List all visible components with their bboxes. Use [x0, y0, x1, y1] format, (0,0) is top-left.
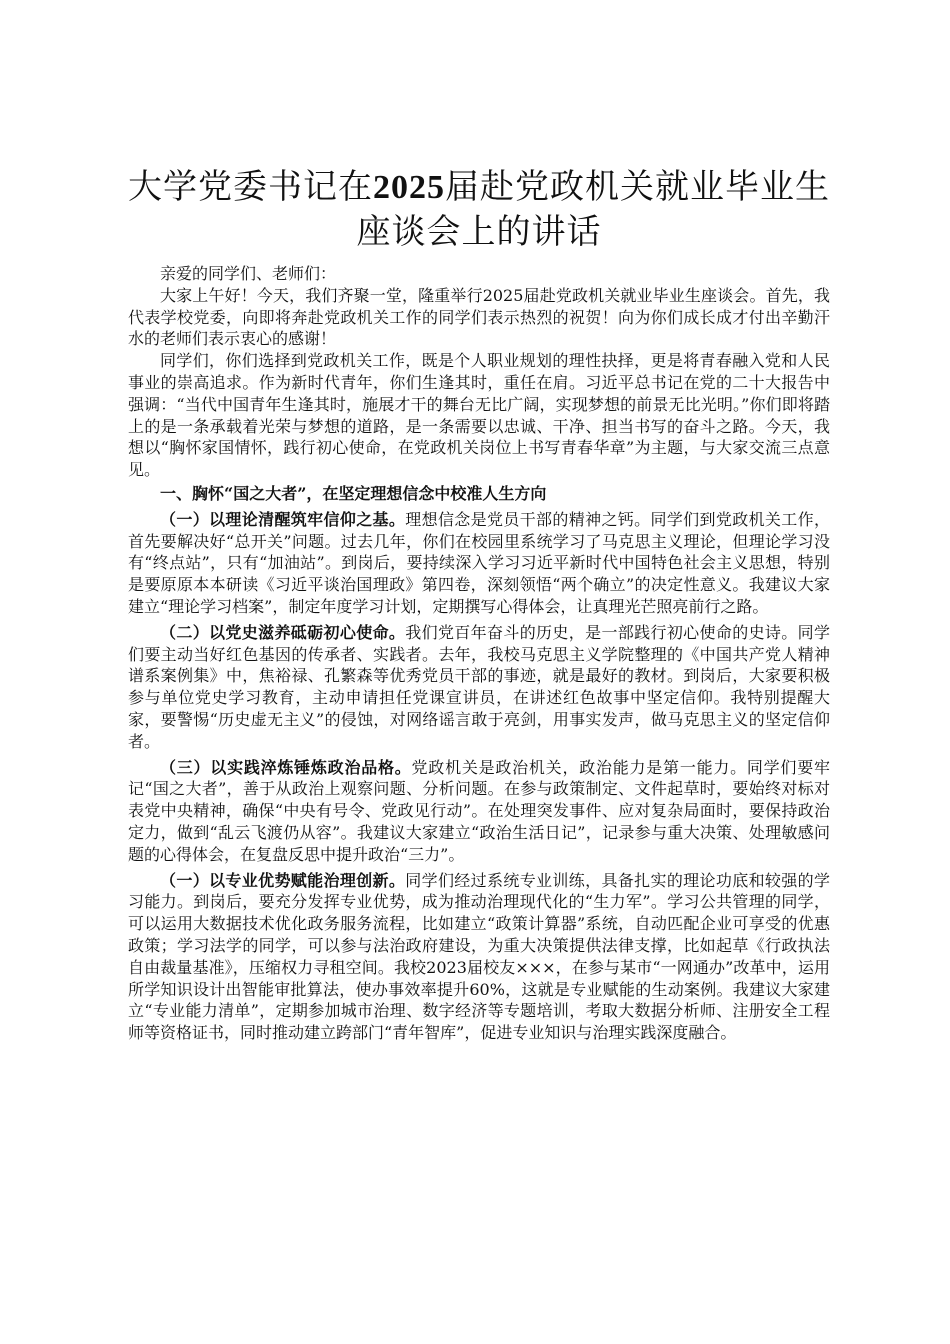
paragraph-opening: 大家上午好！今天，我们齐聚一堂，隆重举行2025届赴党政机关就业毕业生座谈会。首先，我代表学校党委，向即将奔赴党政机关工作的同学们表示热烈的祝贺！向为你们成长成才付出辛勤汗水的老师们表示衷心的感谢！: [128, 285, 830, 349]
paragraph-introduction: 同学们，你们选择到党政机关工作，既是个人职业规划的理性抉择，更是将青春融入党和人民事业的崇高追求。作为新时代青年，你们生逢其时，重任在肩。习近平总书记在党的二十大报告中强调：“当代中国青年生逢其时，施展才干的舞台无比广阔，实现梦想的前景无比光明。”你们即将踏上的是一条承载着光荣与梦想的道路，是一条需要以忠诚、干净、担当书写的奋斗之路。今天，我想以“胸怀家国情怀，践行初心使命，在党政机关岗位上书写青春华章”为主题，与大家交流三点意见。: [128, 351, 830, 480]
section-text: 党政机关是政治机关，政治能力是第一能力。同学们要牢记“国之大者”，善于从政治上观察问题、分析问题。在参与政策制定、文件起草时，要始终对标对表党中央精神，确保“中央有号令、党政见行动”。在处理突发事件、应对复杂局面时，要保持政治定力，做到“乱云飞渡仍从容”。我建议大家建立“政治生活日记”，记录参与重大决策、处理敏感问题的心得体会，在复盘反思中提升政治“三力”。: [128, 757, 830, 864]
title-year: 2025: [373, 169, 445, 206]
section-lead: （一）以专业优势赋能治理创新。: [160, 870, 406, 890]
title-prefix: 大学党委书记在: [128, 167, 373, 207]
section-paragraph: [128, 509, 830, 618]
section-text: 同学们经过系统专业训练，具备扎实的理论功底和较强的学习能力。到岗后，要充分发挥专业优势，成为推动治理现代化的“生力军”。学习公共管理的同学，可以运用大数据技术优化政务服务流程，比如建立“政策计算器”系统，自动匹配企业可享受的优惠政策；学习法学的同学，可以参与法治政府建设，为重大决策提供法律支撑，比如起草《行政执法自由裁量基准》，压缩权力寻租空间。我校2023届校友×××，在参与某市“一网通办”改革中，运用所学知识设计出智能审批算法，使办事效率提升60%，这就是专业赋能的生动案例。我建议大家建立“专业能力清单”，定期参加城市治理、数字经济等专题培训，考取大数据分析师、注册安全工程师等资格证书，同时推动建立跨部门“青年智库”，促进专业知识与治理实践深度融合。: [128, 870, 830, 1043]
section-paragraph: [128, 757, 830, 866]
section-text: 我们党百年奋斗的历史，是一部践行初心使命的史诗。同学们要主动当好红色基因的传承者、实践者。去年，我校马克思主义学院整理的《中国共产党人精神谱系案例集》中，焦裕禄、孔繁森等优秀党员干部的事迹，就是最好的教材。到岗后，大家要积极参与单位党史学习教育，主动申请担任党课宣讲员，在讲述红色故事中坚定信仰。我特别提醒大家，要警惕“历史虚无主义”的侵蚀，对网络谣言敢于亮剑，用事实发声，做马克思主义的坚定信仰者。: [128, 622, 830, 751]
section-lead: （二）以党史滋养砥砺初心使命。: [160, 622, 406, 642]
document-title: [128, 165, 830, 255]
section-lead: （一）以理论清醒筑牢信仰之基。: [160, 509, 406, 529]
document-page: [128, 165, 830, 1044]
title-suffix: 届赴党政机关就业毕业生座谈会上的讲话: [356, 167, 830, 252]
section-heading-1: 一、胸怀“国之大者”，在坚定理想信念中校准人生方向: [160, 483, 547, 503]
section-text: 理想信念是党员干部的精神之钙。同学们到党政机关工作，首先要解决好“总开关”问题。过去几年，你们在校园里系统学习了马克思主义理论，但理论学习没有“终点站”，只有“加油站”。到岗后，要持续深入学习习近平新时代中国特色社会主义思想，特别是要原原本本研读《习近平谈治国理政》第四卷，深刻领悟“两个确立”的决定性意义。我建议大家建立“理论学习档案”，制定年度学习计划，定期撰写心得体会，让真理光芒照亮前行之路。: [128, 509, 830, 616]
salutation: 亲爱的同学们、老师们：: [160, 264, 337, 283]
section-paragraph: [128, 870, 830, 1044]
section-lead: （三）以实践淬炼锤炼政治品格。: [160, 757, 412, 777]
document-body: [128, 263, 830, 1044]
section-paragraph: [128, 622, 830, 753]
